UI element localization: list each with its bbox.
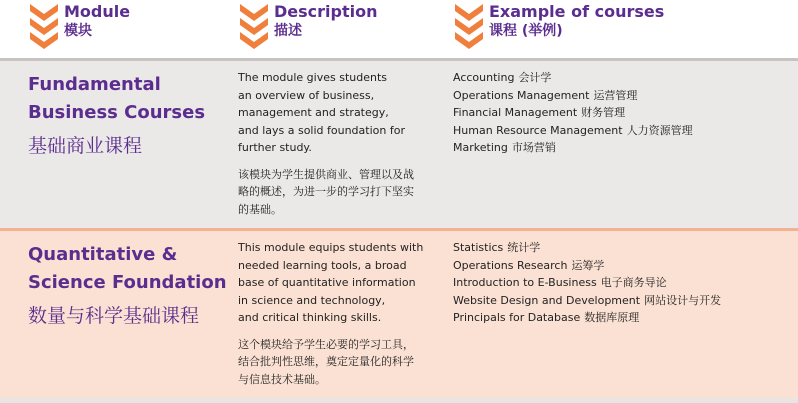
course-name-en: Statistics: [453, 241, 504, 254]
description-en: This module equips students with needed learning tools, a broad base of quantitative information in science and technology, and critical thinking skills.: [238, 241, 424, 324]
course-name-en: Website Design and Development: [453, 293, 641, 307]
course-item: [453, 87, 793, 105]
course-name-en: Human Resource Management: [453, 123, 623, 137]
course-name-zh: 会计学: [518, 71, 552, 84]
course-name-zh: 统计学: [507, 241, 541, 254]
description-zh: 这个模块给予学生必要的学习工具， 结合批判性思维，奠定定量化的科学 与信息技术基础。: [238, 337, 414, 386]
course-item: [453, 139, 793, 157]
course-name-zh: 电子商务导论: [600, 276, 667, 289]
course-name-zh: 数据库原理: [584, 311, 640, 324]
module-row-fundamental: [0, 58, 798, 229]
course-item: [453, 257, 793, 275]
header-description-en: Description: [274, 2, 378, 21]
course-item: [453, 292, 793, 310]
course-name-zh: 人力资源管理: [626, 123, 693, 137]
header-courses-zh: 课程 (举例): [489, 23, 563, 39]
course-name-zh: 运筹学: [571, 258, 605, 272]
course-name-en: Introduction to E-Business: [453, 276, 597, 289]
module-description: [238, 69, 438, 218]
chevron-down-icon: [455, 0, 483, 58]
course-item: [453, 104, 793, 122]
module-title-zh: 基础商业课程: [28, 135, 143, 157]
description-en: The module gives students an overview of business, management and strategy, and lays a solid foundation for further study.: [238, 71, 405, 154]
course-name-en: Principals for Database: [453, 311, 581, 324]
course-name-en: Marketing: [453, 141, 508, 154]
module-title: [28, 241, 228, 331]
header-description-zh: 描述: [274, 23, 302, 39]
course-name-zh: 市场营销: [511, 141, 556, 154]
course-name-zh: 运营管理: [593, 88, 638, 102]
course-name-zh: 网站设计与开发: [644, 293, 722, 307]
course-item: [453, 309, 793, 327]
course-list: [453, 239, 793, 327]
module-title-zh: 数量与科学基础课程: [28, 305, 200, 327]
description-zh: 该模块为学生提供商业、管理以及战 略的概述，为进一步的学习打下坚实 的基础。: [238, 167, 414, 216]
table-bottom-border: [0, 398, 798, 403]
table-header: [0, 0, 798, 58]
module-title-en: Quantitative & Science Foundation: [28, 244, 227, 293]
module-title: [28, 71, 228, 161]
header-module-en: Module: [64, 2, 131, 21]
chevron-down-icon: [30, 0, 58, 58]
header-module-zh: 模块: [64, 23, 92, 39]
header-courses-en: Example of courses: [489, 2, 665, 21]
course-item: [453, 274, 793, 292]
course-name-en: Financial Management: [453, 106, 578, 119]
course-list: [453, 69, 793, 157]
course-name-en: Operations Management: [453, 88, 590, 102]
module-description: [238, 239, 438, 388]
course-item: [453, 239, 793, 257]
module-row-quantitative: [0, 228, 798, 398]
course-name-en: Operations Research: [453, 258, 568, 272]
course-item: [453, 69, 793, 87]
course-name-en: Accounting: [453, 71, 515, 84]
course-item: [453, 122, 793, 140]
module-title-en: Fundamental Business Courses: [28, 74, 206, 123]
chevron-down-icon: [240, 0, 268, 58]
course-name-zh: 财务管理: [581, 106, 626, 119]
